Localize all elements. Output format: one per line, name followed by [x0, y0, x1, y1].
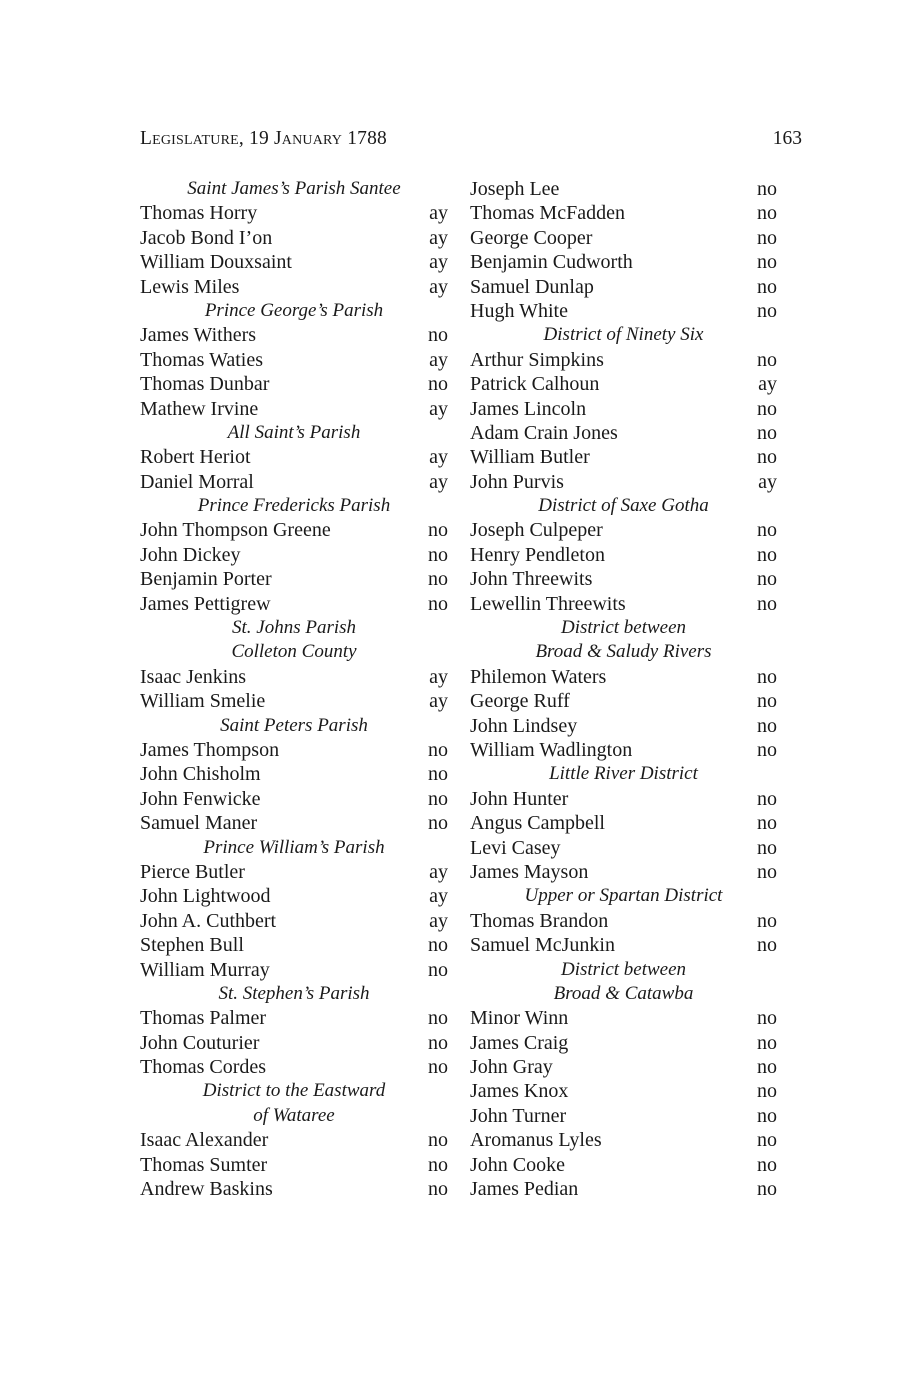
member-name: Henry Pendleton	[470, 543, 605, 566]
vote-value: ay	[429, 202, 448, 225]
vote-value: ay	[429, 275, 448, 298]
vote-entry	[470, 1055, 777, 1079]
vote-value: no	[757, 1007, 777, 1030]
district-heading: District of Ninety Six	[543, 324, 704, 346]
member-name: Jacob Bond I’on	[140, 226, 273, 249]
member-name: John Gray	[470, 1056, 553, 1079]
member-name: Thomas McFadden	[470, 202, 625, 225]
vote-value: no	[428, 1153, 448, 1176]
member-name: Hugh White	[470, 299, 568, 322]
vote-entry	[470, 933, 777, 957]
member-name: Levi Casey	[470, 836, 561, 859]
vote-entry	[140, 445, 448, 469]
vote-entry	[140, 250, 448, 274]
district-heading: Upper or Spartan District	[524, 885, 723, 907]
vote-value: no	[757, 299, 777, 322]
vote-value: no	[757, 690, 777, 713]
running-header	[140, 128, 802, 154]
member-name: Thomas Palmer	[140, 1007, 267, 1030]
vote-entry	[470, 299, 777, 323]
member-name: John Cooke	[470, 1153, 565, 1176]
vote-entry	[140, 884, 448, 908]
vote-entry	[140, 372, 448, 396]
member-name: Benjamin Porter	[140, 568, 272, 591]
vote-value: no	[757, 665, 777, 688]
vote-entry	[140, 1006, 448, 1030]
vote-entry	[470, 421, 777, 445]
vote-value: no	[757, 226, 777, 249]
vote-value: no	[757, 1056, 777, 1079]
vote-value: no	[428, 592, 448, 615]
member-name: James Pettigrew	[140, 592, 271, 615]
vote-value: no	[428, 1056, 448, 1079]
district-heading: Prince George’s Parish	[204, 299, 384, 321]
vote-value: ay	[429, 226, 448, 249]
member-name: Stephen Bull	[140, 934, 244, 957]
left-vote-column	[140, 177, 448, 1201]
district-heading: Colleton County	[231, 641, 357, 663]
district-heading: District between	[560, 617, 687, 639]
vote-entry	[140, 811, 448, 835]
vote-entry	[140, 689, 448, 713]
vote-value: no	[428, 738, 448, 761]
member-name: Thomas Dunbar	[140, 373, 270, 396]
vote-value: no	[757, 543, 777, 566]
district-heading: District to the Eastward	[202, 1080, 386, 1102]
district-heading: All Saint’s Parish	[227, 421, 361, 443]
vote-entry	[470, 811, 777, 835]
member-name: Thomas Horry	[140, 202, 258, 225]
vote-entry	[470, 275, 777, 299]
vote-value: no	[757, 446, 777, 469]
vote-entry	[470, 250, 777, 274]
vote-entry	[470, 1177, 777, 1201]
member-name: Robert Heriot	[140, 446, 251, 469]
member-name: James Knox	[470, 1080, 569, 1103]
member-name: James Craig	[470, 1031, 569, 1054]
member-name: John A. Cuthbert	[140, 909, 277, 932]
vote-entry	[470, 1104, 777, 1128]
vote-value: ay	[758, 470, 777, 493]
vote-entry	[140, 592, 448, 616]
member-name: John Turner	[470, 1104, 567, 1127]
vote-value: no	[428, 812, 448, 835]
member-name: Thomas Cordes	[140, 1056, 267, 1079]
member-name: Minor Winn	[470, 1007, 569, 1030]
vote-value: no	[757, 1178, 777, 1201]
vote-entry	[140, 665, 448, 689]
vote-value: no	[428, 519, 448, 542]
vote-value: no	[757, 1104, 777, 1127]
member-name: John Threewits	[470, 568, 593, 591]
vote-value: no	[428, 934, 448, 957]
member-name: James Pedian	[470, 1178, 579, 1201]
vote-entry	[470, 543, 777, 567]
district-heading: Broad & Catawba	[553, 982, 694, 1004]
district-heading: Saint Peters Parish	[220, 714, 368, 736]
member-name: Isaac Jenkins	[140, 665, 247, 688]
member-name: James Withers	[140, 324, 257, 347]
member-name: Aromanus Lyles	[470, 1129, 602, 1152]
district-heading: Saint James’s Parish Santee	[187, 178, 401, 199]
member-name: John Lightwood	[140, 885, 271, 908]
vote-entry	[470, 177, 777, 201]
vote-value: no	[757, 1129, 777, 1152]
member-name: Mathew Irvine	[140, 397, 259, 420]
vote-entry	[470, 860, 777, 884]
vote-value: no	[757, 348, 777, 371]
vote-value: no	[757, 934, 777, 957]
vote-value: ay	[429, 665, 448, 688]
vote-entry	[470, 1031, 777, 1055]
vote-value: no	[757, 519, 777, 542]
vote-value: no	[757, 275, 777, 298]
member-name: Lewellin Threewits	[470, 592, 626, 615]
member-name: George Ruff	[470, 690, 570, 713]
district-heading: of Wataree	[253, 1104, 335, 1126]
vote-entry	[470, 1128, 777, 1152]
vote-entry	[470, 226, 777, 250]
vote-value: no	[428, 568, 448, 591]
vote-value: no	[428, 324, 448, 347]
vote-entry	[470, 445, 777, 469]
member-name: Samuel Maner	[140, 812, 258, 835]
member-name: John Couturier	[140, 1031, 260, 1054]
vote-entry	[140, 323, 448, 347]
member-name: William Butler	[470, 446, 590, 469]
member-name: James Mayson	[470, 860, 589, 883]
vote-entry	[470, 665, 777, 689]
vote-entry	[140, 787, 448, 811]
member-name: Joseph Culpeper	[470, 519, 603, 542]
vote-value: no	[428, 1031, 448, 1054]
vote-entry	[470, 689, 777, 713]
vote-entry	[140, 348, 448, 372]
vote-value: ay	[429, 470, 448, 493]
vote-value: no	[428, 543, 448, 566]
vote-value: no	[757, 1031, 777, 1054]
member-name: Isaac Alexander	[140, 1129, 269, 1152]
vote-value: no	[757, 1153, 777, 1176]
vote-entry	[140, 860, 448, 884]
vote-value: no	[757, 592, 777, 615]
member-name: Thomas Waties	[140, 348, 263, 371]
member-name: John Dickey	[140, 543, 241, 566]
member-name: John Fenwicke	[140, 787, 261, 810]
vote-value: no	[757, 738, 777, 761]
vote-value: no	[757, 909, 777, 932]
member-name: Philemon Waters	[470, 665, 607, 688]
vote-entry	[470, 470, 777, 494]
vote-value: ay	[429, 909, 448, 932]
member-name: John Purvis	[470, 470, 564, 493]
vote-value: no	[757, 812, 777, 835]
vote-entry	[140, 738, 448, 762]
member-name: John Hunter	[470, 787, 569, 810]
vote-entry	[140, 1031, 448, 1055]
member-name: John Thompson Greene	[140, 519, 331, 542]
vote-value: no	[428, 1129, 448, 1152]
district-heading: District of Saxe Gotha	[538, 495, 709, 517]
district-heading: St. Stephen’s Parish	[218, 982, 370, 1004]
vote-value: no	[757, 421, 777, 444]
member-name: Thomas Sumter	[140, 1153, 268, 1176]
vote-entry	[470, 397, 777, 421]
vote-entry	[470, 1006, 777, 1030]
vote-value: no	[757, 836, 777, 859]
member-name: Thomas Brandon	[470, 909, 609, 932]
vote-value: no	[428, 1007, 448, 1030]
member-name: William Douxsaint	[140, 251, 292, 274]
vote-value: no	[757, 714, 777, 737]
vote-entry	[140, 275, 448, 299]
vote-entry	[470, 201, 777, 225]
vote-value: no	[428, 958, 448, 981]
vote-entry	[140, 397, 448, 421]
member-name: James Lincoln	[470, 397, 587, 420]
vote-value: no	[428, 373, 448, 396]
member-name: Arthur Simpkins	[470, 348, 604, 371]
member-name: Andrew Baskins	[140, 1178, 273, 1201]
vote-entry	[140, 933, 448, 957]
vote-value: ay	[429, 860, 448, 883]
member-name: John Lindsey	[470, 714, 578, 737]
vote-entry	[140, 909, 448, 933]
district-heading: St. Johns Parish	[231, 617, 357, 639]
page-number: 163	[772, 128, 802, 149]
vote-entry	[470, 909, 777, 933]
vote-entry	[470, 738, 777, 762]
member-name: Patrick Calhoun	[470, 373, 600, 396]
vote-value: no	[757, 1080, 777, 1103]
vote-value: no	[757, 202, 777, 225]
vote-value: ay	[758, 373, 777, 396]
vote-value: ay	[429, 446, 448, 469]
vote-value: no	[428, 787, 448, 810]
member-name: George Cooper	[470, 226, 593, 249]
district-heading: Prince William’s Parish	[203, 836, 385, 858]
vote-value: no	[428, 763, 448, 786]
vote-value: no	[757, 251, 777, 274]
vote-value: no	[757, 397, 777, 420]
vote-entry	[140, 201, 448, 225]
member-name: Adam Crain Jones	[470, 421, 618, 444]
member-name: Daniel Morral	[140, 470, 254, 493]
member-name: Samuel McJunkin	[470, 934, 615, 957]
vote-entry	[140, 518, 448, 542]
vote-entry	[140, 1128, 448, 1152]
vote-entry	[470, 372, 777, 396]
vote-entry	[470, 592, 777, 616]
vote-entry	[140, 1055, 448, 1079]
member-name: William Smelie	[140, 690, 266, 713]
vote-entry	[140, 567, 448, 591]
district-heading: Little River District	[549, 763, 698, 785]
vote-value: ay	[429, 885, 448, 908]
member-name: John Chisholm	[140, 763, 261, 786]
vote-value: ay	[429, 690, 448, 713]
vote-entry	[140, 470, 448, 494]
vote-value: ay	[429, 397, 448, 420]
vote-entry	[470, 567, 777, 591]
vote-value: no	[428, 1178, 448, 1201]
vote-value: no	[757, 178, 777, 200]
member-name: Samuel Dunlap	[470, 275, 594, 298]
vote-entry	[140, 1177, 448, 1201]
district-heading: Prince Fredericks Parish	[197, 495, 391, 517]
vote-entry	[140, 543, 448, 567]
member-name: Benjamin Cudworth	[470, 251, 633, 274]
district-heading: Broad & Saludy Rivers	[535, 641, 712, 663]
vote-entry	[470, 836, 777, 860]
vote-entry	[470, 518, 777, 542]
vote-entry	[470, 1079, 777, 1103]
member-name: Angus Campbell	[470, 812, 605, 835]
vote-value: ay	[429, 251, 448, 274]
vote-entry	[140, 226, 448, 250]
right-vote-column	[470, 177, 777, 1201]
running-title: Legislature, 19 January 1788	[140, 128, 387, 149]
member-name: James Thompson	[140, 738, 280, 761]
vote-entry	[140, 958, 448, 982]
member-name: Pierce Butler	[140, 860, 245, 883]
member-name: Lewis Miles	[140, 275, 240, 298]
vote-value: no	[757, 860, 777, 883]
member-name: William Murray	[140, 958, 270, 981]
vote-entry	[470, 787, 777, 811]
member-name: William Wadlington	[470, 738, 633, 761]
vote-entry	[140, 1153, 448, 1177]
vote-value: no	[757, 787, 777, 810]
vote-entry	[470, 1153, 777, 1177]
vote-entry	[470, 348, 777, 372]
vote-value: ay	[429, 348, 448, 371]
vote-entry	[140, 762, 448, 786]
member-name: Joseph Lee	[470, 178, 560, 200]
vote-value: no	[757, 568, 777, 591]
vote-entry	[470, 714, 777, 738]
district-heading: District between	[560, 958, 687, 980]
